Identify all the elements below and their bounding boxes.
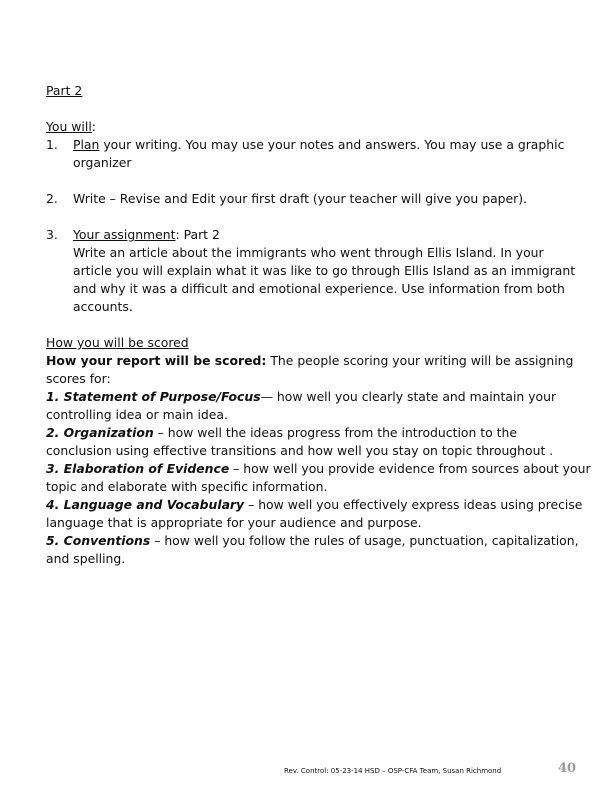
assignment-line: accounts.: [73, 299, 133, 314]
list-item-text: [73, 226, 576, 316]
criterion-label: 3. Elaboration of Evidence: [46, 461, 230, 476]
scoring-intro-line2: scores for:: [46, 371, 111, 386]
list-item-line1: your writing. You may use your notes and answers. You may use a graphic: [99, 137, 565, 152]
scoring-intro: [46, 352, 576, 370]
part-heading: [46, 82, 576, 100]
criterion-label: 4. Language and Vocabulary: [46, 497, 245, 512]
scoring-heading: How you will be scored: [46, 335, 189, 350]
assignment-line: Write an article about the immigrants who went through Ellis Island. In your: [73, 245, 544, 260]
list-item-text: [73, 190, 569, 208]
criterion-text: — how well you clearly state and maintain your: [260, 389, 557, 404]
scoring-section: [46, 334, 591, 568]
criterion-text: – how well the ideas progress from the introduction to the: [153, 425, 517, 440]
list-item-number: 3.: [46, 227, 58, 242]
scoring-intro-bold: How your report will be scored:: [46, 353, 267, 368]
you-will-heading-text: You will: [46, 119, 92, 134]
criterion-3: [46, 460, 591, 478]
part-heading-text: Part 2: [46, 83, 83, 98]
plan-word: Plan: [73, 137, 100, 152]
list-item-text: [73, 136, 569, 172]
criterion-text: – how well you provide evidence from sources about your: [229, 461, 591, 476]
criterion-4-cont: language that is appropriate for your audience and purpose.: [46, 515, 422, 530]
criterion-text: – how well you follow the rules of usage, punctuation, capitalization,: [150, 533, 579, 548]
criterion-text: – how well you effectively express ideas using precise: [244, 497, 583, 512]
criterion-1-cont: controlling idea or main idea.: [46, 407, 228, 422]
list-item-number: 2.: [46, 191, 58, 206]
you-will-heading: [46, 118, 576, 136]
list-item-line: Write – Revise and Edit your first draft (your teacher will give you paper).: [73, 191, 528, 206]
list-item-line2: organizer: [73, 155, 132, 170]
page-number: 40: [558, 761, 577, 776]
criterion-label: 1. Statement of Purpose/Focus: [46, 389, 261, 404]
footer-revision: Rev. Control: 05-23-14 HSD – OSP-CFA Team, Susan Richmond: [284, 767, 502, 775]
assignment-label: Your assignment: [73, 227, 176, 242]
criterion-4: [46, 496, 583, 514]
assignment-suffix: : Part 2: [175, 227, 220, 242]
criterion-label: 5. Conventions: [46, 533, 151, 548]
criterion-2-cont: conclusion using effective transitions and how well you stay on topic throughout .: [46, 443, 554, 458]
criterion-3-cont: topic and elaborate with specific information.: [46, 479, 328, 494]
criterion-5-cont: and spelling.: [46, 551, 126, 566]
you-will-colon: :: [91, 119, 96, 134]
assignment-line: article you will explain what it was like to go through Ellis Island as an immigrant: [73, 263, 576, 278]
criterion-1: [46, 388, 576, 406]
assignment-line: and why it was a difficult and emotional experience. Use information from both: [73, 281, 565, 296]
criterion-2: [46, 424, 576, 442]
list-item-number: 1.: [46, 137, 58, 152]
scoring-intro-rest: The people scoring your writing will be assigning: [266, 353, 574, 368]
criterion-5: [46, 532, 579, 550]
assignment-heading: [73, 226, 569, 244]
list-item-line: [73, 136, 569, 154]
criterion-label: 2. Organization: [46, 425, 154, 440]
